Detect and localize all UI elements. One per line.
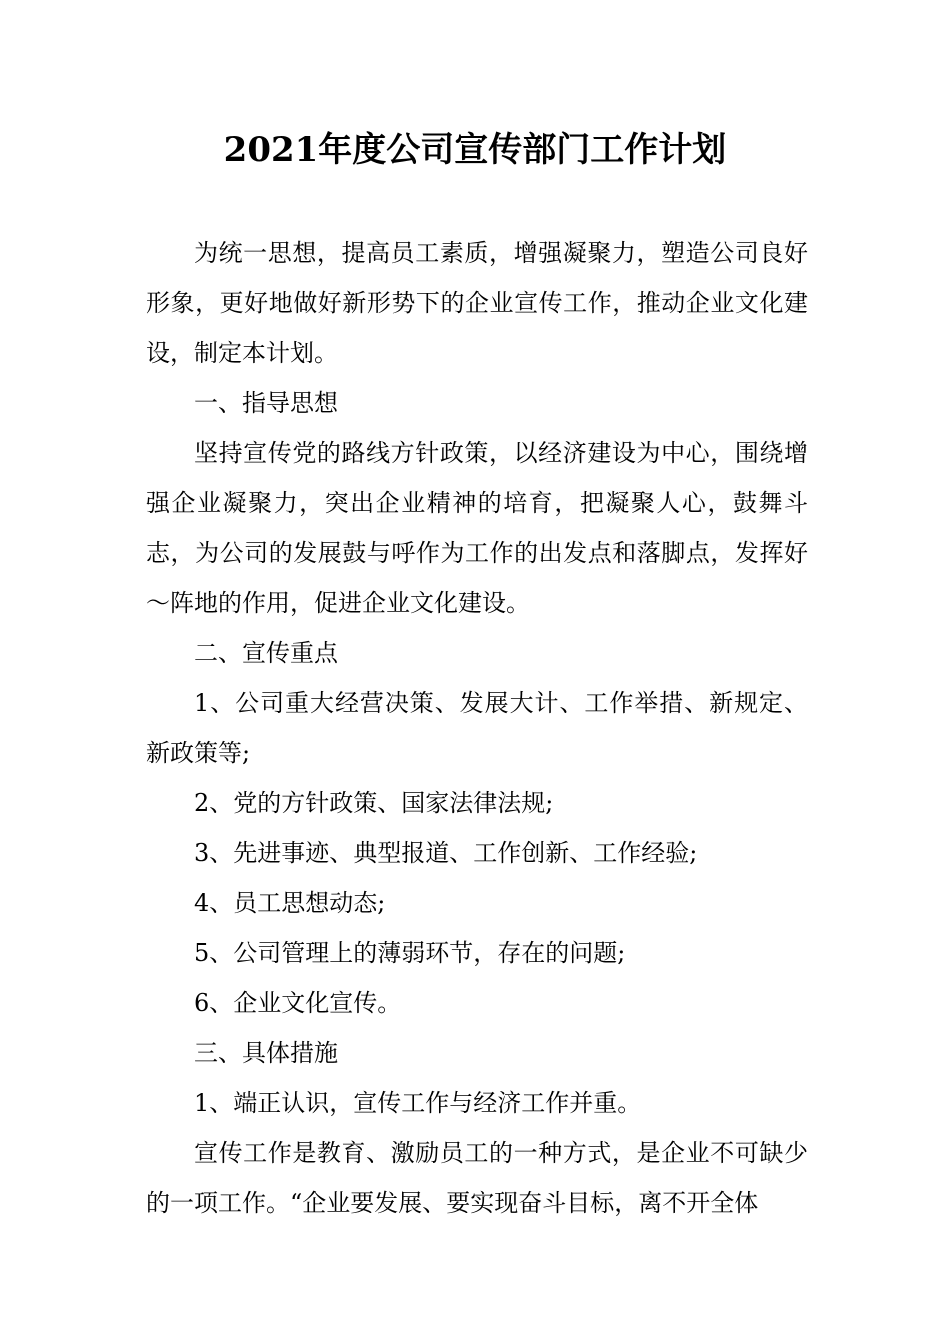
list-item-focus-4: 4、员工思想动态; [194,889,386,917]
list-item-focus-1: 1、公司重大经营决策、发展大计、工作举措、新规定、新政策等; [146,689,808,767]
heading-guiding-ideology: 一、指导思想 [194,389,338,417]
list-item-measure-1: 1、端正认识，宣传工作与经济工作并重。 [194,1089,642,1117]
paragraph-guiding-ideology: 坚持宣传党的路线方针政策，以经济建设为中心，围绕增强企业凝聚力，突出企业精神的培育，把凝聚人心，鼓舞斗志，为公司的发展鼓与呼作为工作的出发点和落脚点，发挥好～阵地的作用，促进企业文化建设。 [146,439,808,617]
heading-publicity-focus: 二、宣传重点 [194,639,338,667]
list-item-focus-3: 3、先进事迹、典型报道、工作创新、工作经验; [194,839,698,867]
list-item-focus-6: 6、企业文化宣传。 [194,989,402,1017]
document-title: 2021年度公司宣传部门工作计划 [223,130,727,170]
document-body [146,228,808,1228]
paragraph-measure-1: 宣传工作是教育、激励员工的一种方式，是企业不可缺少的一项工作。“企业要发展、要实现奋斗目标，离不开全体 [146,1139,808,1217]
heading-specific-measures: 三、具体措施 [194,1039,338,1067]
list-item-focus-5: 5、公司管理上的薄弱环节，存在的问题; [194,939,626,967]
list-item-focus-2: 2、党的方针政策、国家法律法规; [194,789,554,817]
paragraph-intro: 为统一思想，提高员工素质，增强凝聚力，塑造公司良好形象，更好地做好新形势下的企业宣传工作，推动企业文化建设，制定本计划。 [146,239,808,367]
